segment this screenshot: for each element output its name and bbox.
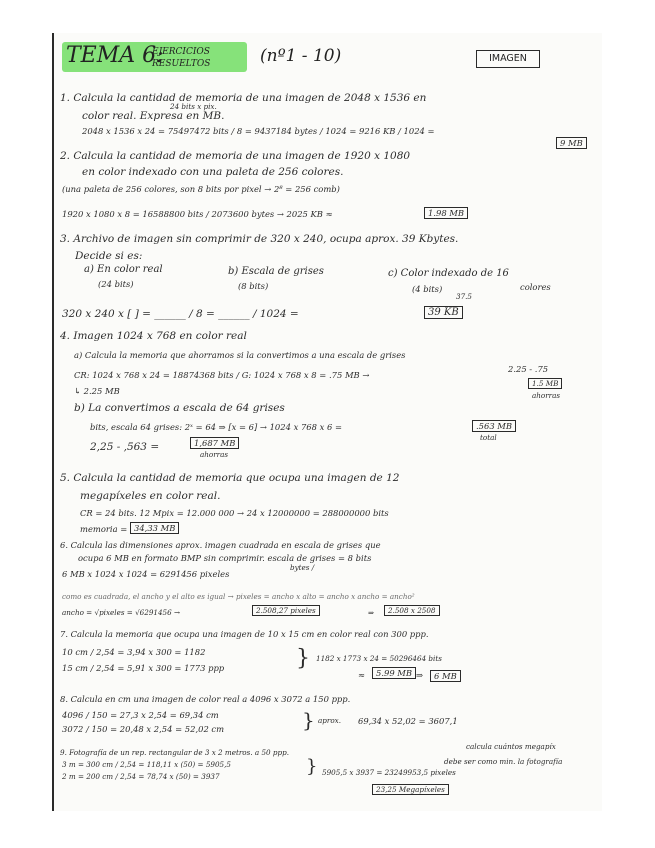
ex7-result: 5.99 MB xyxy=(372,667,416,679)
ex4-diff-a: 2.25 - .75 xyxy=(508,364,549,374)
ex9-calc1: 3 m = 300 cm / 2,54 = 118,11 x (50) = 5905,5 xyxy=(62,760,231,769)
ex4-result-a-label: ahorras xyxy=(532,391,561,400)
ex6-note-units: bytes / xyxy=(290,563,315,572)
ex9-right-note2: debe ser como min. la fotografía xyxy=(444,757,563,766)
ex4-result-b2-label: ahorras xyxy=(200,450,229,459)
ex3-line2: Decide si es: xyxy=(75,250,143,262)
ex8-statement: 8. Calcula en cm una imagen de color real a 4096 x 3072 a 150 ppp. xyxy=(60,694,351,704)
ex6-statement: 6. Calcula las dimensiones aprox. imagen cuadrada en escala de grises que xyxy=(60,540,381,550)
ex1-statement: 1. Calcula la cantidad de memoria de una imagen de 2048 x 1536 en xyxy=(60,92,427,104)
ex6-line2: ocupa 6 MB en formato BMP sin comprimir. escala de grises = 8 bits xyxy=(78,553,372,563)
ex3-option-a: a) En color real xyxy=(84,264,163,275)
ex5-result: 34,33 MB xyxy=(130,522,179,534)
ex9-calc2: 2 m = 200 cm / 2,54 = 78,74 x (50) = 3937 xyxy=(62,772,220,781)
ex3-option-c-bits: (4 bits) xyxy=(412,284,443,294)
ex7-calc2: 15 cm / 2,54 = 5,91 x 300 = 1773 ppp xyxy=(62,663,225,673)
ex9-brace: } xyxy=(306,756,318,777)
ex4-part-b: b) La convertimos a escala de 64 grises xyxy=(74,402,285,414)
ex2-note: (una paleta de 256 colores, son 8 bits por pixel → 2⁸ = 256 comb) xyxy=(62,184,340,194)
page-title: TEMA 6: xyxy=(66,43,164,68)
ex3-option-c-note: 37.5 xyxy=(456,292,473,301)
ex8-result: 69,34 x 52,02 = 3607,1 xyxy=(358,716,458,726)
ex8-calc1: 4096 / 150 = 27,3 x 2,54 = 69,34 cm xyxy=(62,710,219,720)
ex9-calc3: 5905,5 x 3937 = 23249953,5 pixeles xyxy=(322,768,456,777)
ex6-calc2: ancho = √pixeles = √6291456 → xyxy=(62,608,181,617)
title-subtitle-1: EJERCICIOS xyxy=(152,47,210,57)
ex5-line2: megapíxeles en color real. xyxy=(80,490,221,502)
ex6-arrow: ⇒ xyxy=(368,608,375,617)
ex3-option-c-colores: colores xyxy=(520,282,551,292)
exercise-range: (nº1 - 10) xyxy=(260,46,342,66)
ex4-calc-a: CR: 1024 x 768 x 24 = 18874368 bits / G: 1024 x 768 x 8 = .75 MB → xyxy=(74,370,370,380)
ex2-statement: 2. Calcula la cantidad de memoria de una imagen de 1920 x 1080 xyxy=(60,150,411,162)
ex7-calc3: 1182 x 1773 x 24 = 50296464 bits xyxy=(316,654,442,663)
ex4-calc-a2: ↳ 2.25 MB xyxy=(74,386,120,396)
ex5-statement: 5. Calcula la cantidad de memoria que ocupa una imagen de 12 xyxy=(60,472,400,484)
ex2-result: 1.98 MB xyxy=(424,207,468,219)
ex8-approx: aprox. xyxy=(318,716,341,725)
ex9-right-note: calcula cuántos megapíx xyxy=(466,742,556,751)
ex4-statement: 4. Imagen 1024 x 768 en color real xyxy=(60,330,247,342)
ex3-option-c: c) Color indexado de 16 xyxy=(388,268,509,279)
ex3-option-b-bits: (8 bits) xyxy=(238,281,269,291)
ex6-calc: 6 MB x 1024 x 1024 = 6291456 pixeles xyxy=(62,569,230,579)
ex7-calc1: 10 cm / 2,54 = 3,94 x 300 = 1182 xyxy=(62,647,206,657)
ex4-calc-b2: 2,25 - ,563 = xyxy=(90,441,160,453)
ex4-calc-b: bits, escala 64 grises: 2ˣ = 64 ⇒ [x = 6] → 1024 x 768 x 6 = xyxy=(90,422,343,432)
ex7-arrow: ⇒ xyxy=(416,670,424,680)
ex4-part-a: a) Calcula la memoria que ahorramos si la convertimos a una escala de grises xyxy=(74,350,406,360)
ex2-line2: en color indexado con una paleta de 256 colores. xyxy=(82,166,344,178)
ex6-result2: 2.508 x 2508 xyxy=(384,605,440,616)
ex3-calc: 320 x 240 x [ ] = ______ / 8 = ______ / 1024 = xyxy=(62,308,299,320)
ex9-result: 23,25 Megapíxeles xyxy=(372,784,449,795)
ex4-result-a: 1.5 MB xyxy=(528,378,562,389)
ex5-calc2: memoria = xyxy=(80,524,128,534)
ex5-calc: CR = 24 bits. 12 Mpix = 12.000 000 → 24 x 12000000 = 288000000 bits xyxy=(80,508,389,518)
ex8-brace: } xyxy=(302,708,315,732)
ex1-line2: color real. Expresa en MB. xyxy=(82,110,225,122)
ex6-result: 2.508,27 pixeles xyxy=(252,605,320,616)
ex7-result2: 6 MB xyxy=(430,670,461,682)
ex3-option-b: b) Escala de grises xyxy=(228,266,324,277)
ex4-result-b-label: total xyxy=(480,433,497,442)
ex7-approx: ≈ xyxy=(358,670,366,680)
ex1-result: 9 MB xyxy=(556,137,587,149)
ex4-result-b: .563 MB xyxy=(472,420,516,432)
ex3-option-a-bits: (24 bits) xyxy=(98,279,134,289)
ex2-calc: 1920 x 1080 x 8 = 16588800 bits / 2073600 bytes → 2025 KB ≈ xyxy=(62,209,333,219)
topic-badge: IMAGEN xyxy=(476,50,540,68)
ex1-note: 24 bits x pix. xyxy=(170,102,217,111)
ex3-statement: 3. Archivo de imagen sin comprimir de 320 x 240, ocupa aprox. 39 Kbytes. xyxy=(60,233,459,245)
ex6-explain: como es cuadrada, el ancho y el alto es igual → pixeles = ancho x alto = ancho x ancho = ancho² xyxy=(62,592,415,601)
ex7-brace: } xyxy=(296,646,310,671)
ex3-result: 39 KB xyxy=(424,306,463,319)
title-subtitle-2: RESUELTOS xyxy=(152,59,211,69)
ex8-calc2: 3072 / 150 = 20,48 x 2,54 = 52,02 cm xyxy=(62,724,225,734)
ex7-statement: 7. Calcula la memoria que ocupa una imagen de 10 x 15 cm en color real con 300 ppp. xyxy=(60,629,429,639)
ex1-calc: 2048 x 1536 x 24 = 75497472 bits / 8 = 9437184 bytes / 1024 = 9216 KB / 1024 = xyxy=(82,126,435,136)
ex4-result-b2: 1,687 MB xyxy=(190,437,239,449)
ex9-statement: 9. Fotografía de un rep. rectangular de 3 x 2 metros. a 50 ppp. xyxy=(60,748,289,757)
